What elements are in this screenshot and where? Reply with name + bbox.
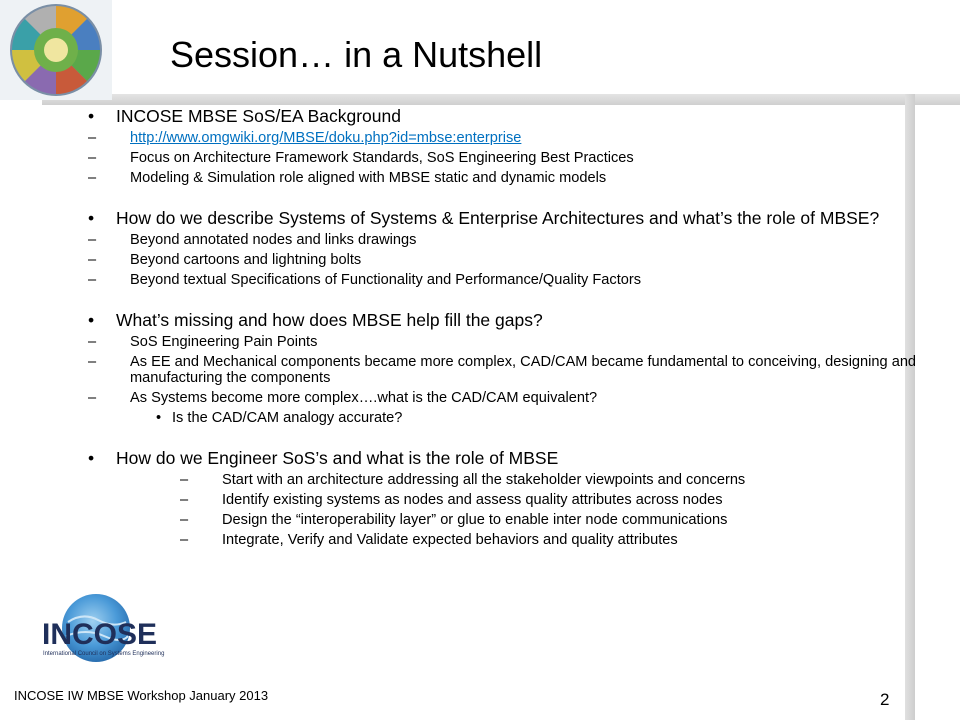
sub-bullet-text: Beyond annotated nodes and links drawings [130, 232, 417, 248]
dash-glyph: – [88, 232, 97, 248]
dash-glyph: – [180, 492, 189, 508]
bullet-text: INCOSE MBSE SoS/EA Background [116, 106, 401, 126]
bullet-glyph: • [88, 208, 95, 228]
dash-glyph: – [88, 272, 97, 288]
bullet-4 [88, 449, 956, 468]
slide-title: Session… in a Nutshell [170, 34, 543, 75]
bullet-text: How do we describe Systems of Systems & Enterprise Architectures and what’s the role of MBSE? [116, 208, 880, 228]
bullet-2-subs [88, 232, 956, 288]
dash-glyph: – [88, 354, 97, 370]
svg-text:International Council on Syste: International Council on Systems Engineering [43, 651, 165, 657]
dash-glyph: – [180, 512, 189, 528]
sub-bullet [88, 130, 956, 146]
sub-bullet-text: Focus on Architecture Framework Standards, SoS Engineering Best Practices [130, 150, 634, 166]
incose-logo [38, 592, 188, 674]
dash-glyph: – [88, 170, 97, 186]
sub-bullet [88, 354, 956, 386]
bullet-3 [88, 311, 956, 330]
sub-bullet-text: Beyond cartoons and lightning bolts [130, 252, 362, 268]
dash-glyph: – [88, 150, 97, 166]
sub-bullet-text: Identify existing systems as nodes and assess quality attributes across nodes [222, 492, 723, 508]
sub-bullet-text: As EE and Mechanical components became more complex, CAD/CAM became fundamental to conceiving, designing and manufacturing the components [130, 354, 917, 386]
bullet-3-subs [88, 334, 956, 426]
bullet-glyph: • [88, 310, 95, 330]
bullet-1 [88, 107, 956, 126]
dash-glyph: – [180, 532, 189, 548]
bullet-text: How do we Engineer SoS’s and what is the role of MBSE [116, 448, 559, 468]
sub-bullet-text: Modeling & Simulation role aligned with MBSE static and dynamic models [130, 170, 607, 186]
slide-content [88, 103, 956, 548]
se-wheel-graphic [0, 0, 112, 100]
sub-bullet-text: SoS Engineering Pain Points [130, 334, 318, 350]
sub-bullet [88, 272, 956, 288]
sub-bullet-text: Start with an architecture addressing all the stakeholder viewpoints and concerns [222, 472, 746, 488]
bullet-glyph: • [156, 410, 162, 426]
dash-glyph: – [88, 390, 97, 406]
sub-bullet [180, 512, 956, 528]
page-number: 2 [880, 690, 890, 709]
sub-bullet [88, 150, 956, 166]
dash-glyph: – [88, 334, 97, 350]
bullet-glyph: • [88, 448, 95, 468]
sub-bullet-text: Integrate, Verify and Validate expected behaviors and quality attributes [222, 532, 678, 548]
sub-bullet [180, 492, 956, 508]
bullet-2 [88, 209, 956, 228]
sub-bullet [88, 390, 956, 406]
sub-bullet [88, 232, 956, 248]
dash-glyph: – [180, 472, 189, 488]
sub-bullet [180, 472, 956, 488]
bullet-4-subs [88, 472, 956, 548]
sub-bullet [180, 532, 956, 548]
sub-bullet [88, 334, 956, 350]
sub-sub-bullet-text: Is the CAD/CAM analogy accurate? [172, 410, 403, 426]
dash-glyph: – [88, 130, 97, 146]
sub-bullet-text: Design the “interoperability layer” or glue to enable inter node communications [222, 512, 728, 528]
svg-text:INCOSE: INCOSE [42, 618, 158, 651]
bullet-glyph: • [88, 106, 95, 126]
dash-glyph: – [88, 252, 97, 268]
bullet-text: What’s missing and how does MBSE help fill the gaps? [116, 310, 543, 330]
bullet-1-subs [88, 130, 956, 186]
footer-text: INCOSE IW MBSE Workshop January 2013 [14, 688, 269, 703]
sub-bullet [88, 170, 956, 186]
sub-bullet-text: Beyond textual Specifications of Functionality and Performance/Quality Factors [130, 272, 642, 288]
mbse-wiki-link[interactable]: http://www.omgwiki.org/MBSE/doku.php?id=mbse:enterprise [130, 130, 522, 146]
sub-sub-bullet [130, 410, 956, 426]
sub-bullet-text: As Systems become more complex….what is the CAD/CAM equivalent? [130, 390, 598, 406]
sub-bullet [88, 252, 956, 268]
